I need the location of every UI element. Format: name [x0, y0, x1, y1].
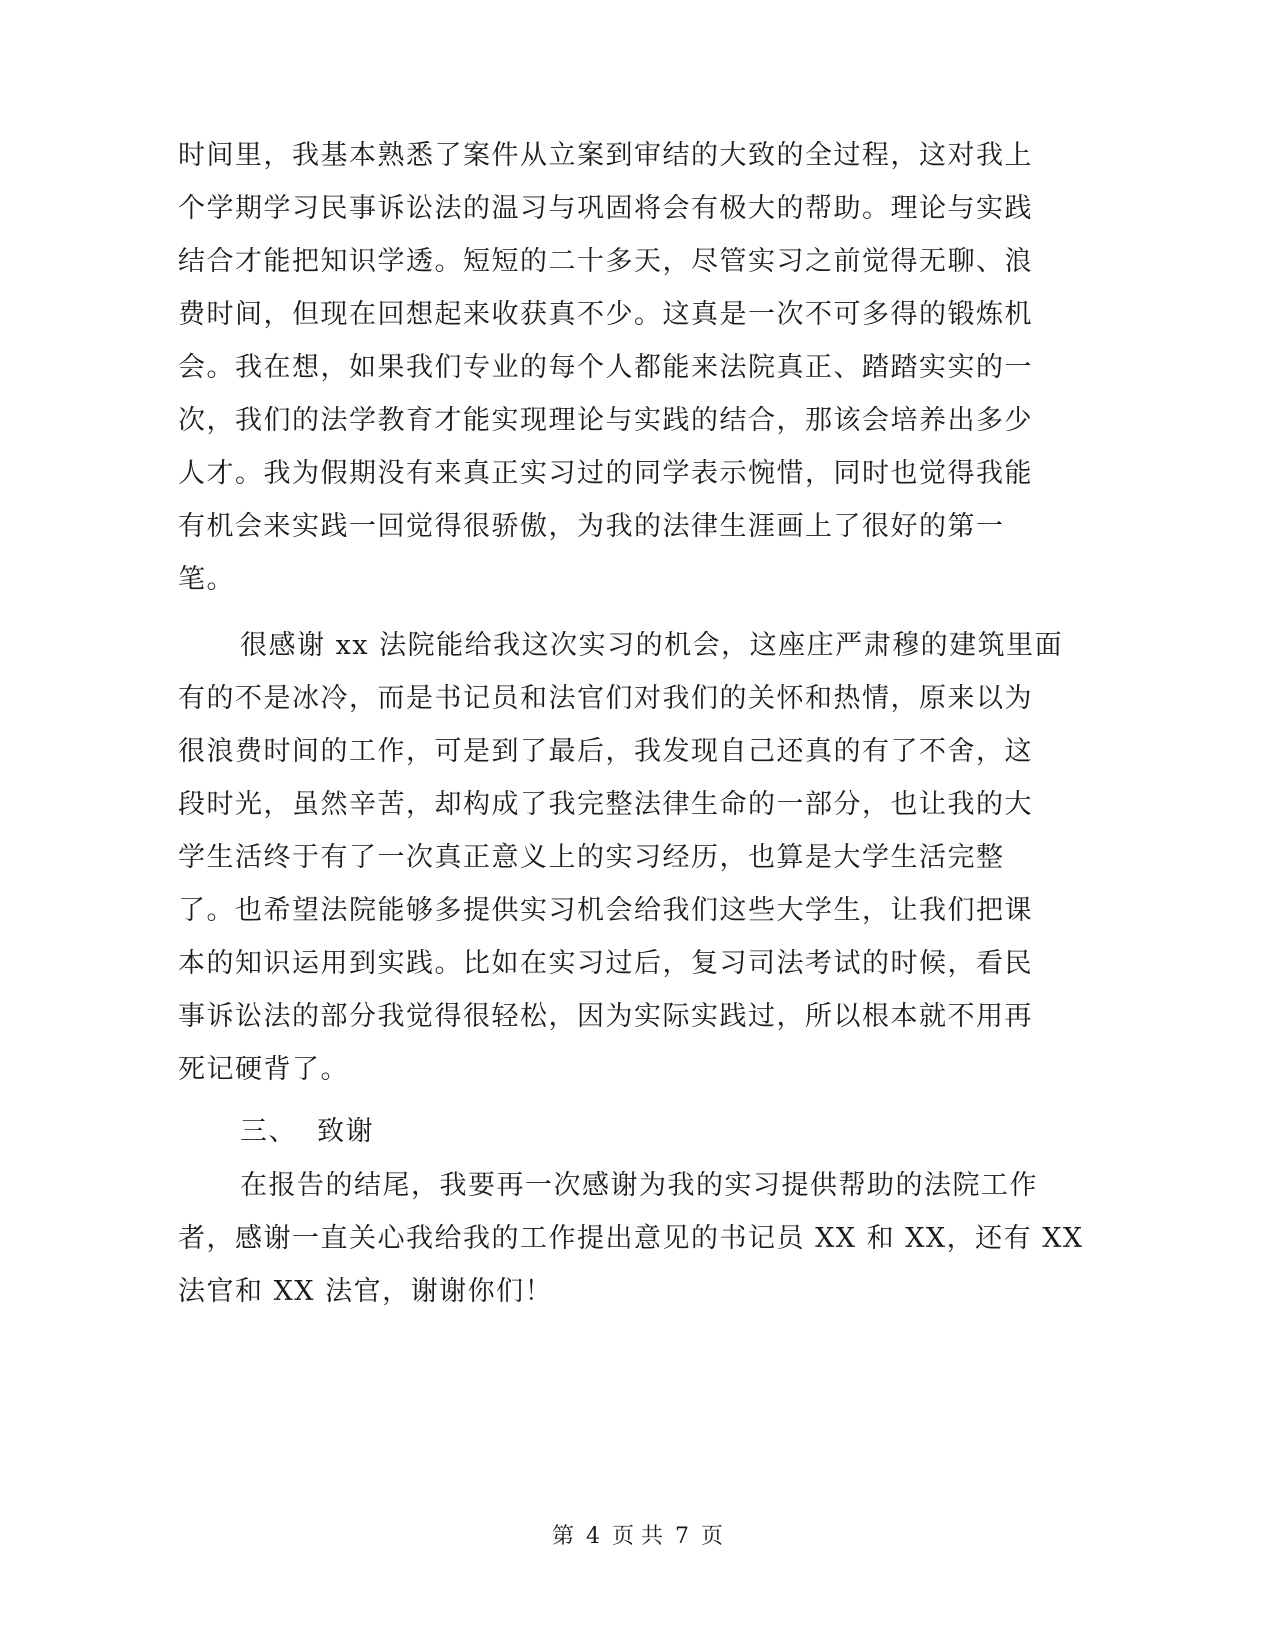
- text-line: 人才。我为假期没有来真正实习过的同学表示惋惜，同时也觉得我能: [178, 458, 1033, 489]
- footer-total-pages: 7: [675, 1524, 689, 1549]
- text-line: 学生活终于有了一次真正意义上的实习经历，也算是大学生活完整: [178, 842, 1005, 873]
- text-line: 费时间，但现在回想起来收获真不少。这真是一次不可多得的锻炼机: [178, 299, 1033, 330]
- section-heading: 三、 致谢: [240, 1116, 375, 1147]
- text-line: 会。我在想，如果我们专业的每个人都能来法院真正、踏踏实实的一: [178, 352, 1033, 383]
- text-line: 法官和 XX 法官，谢谢你们！: [178, 1276, 554, 1307]
- text-line: 本的知识运用到实践。比如在实习过后，复习司法考试的时候，看民: [178, 948, 1033, 979]
- footer-prefix: 第: [551, 1524, 574, 1549]
- footer-suffix: 页: [701, 1524, 724, 1549]
- text-line: 死记硬背了。: [178, 1054, 349, 1085]
- text-line: 个学期学习民事诉讼法的温习与巩固将会有极大的帮助。理论与实践: [178, 193, 1033, 224]
- text-line: 有的不是冰冷，而是书记员和法官们对我们的关怀和热情，原来以为: [178, 683, 1033, 714]
- text-line: 笔。: [178, 564, 235, 595]
- text-line: 时间里，我基本熟悉了案件从立案到审结的大致的全过程，这对我上: [178, 140, 1033, 171]
- text-line: 事诉讼法的部分我觉得很轻松，因为实际实践过，所以根本就不用再: [178, 1001, 1033, 1032]
- text-line: 结合才能把知识学透。短短的二十多天，尽管实习之前觉得无聊、浪: [178, 246, 1033, 277]
- page-footer: [0, 1522, 1275, 1552]
- text-line: 了。也希望法院能够多提供实习机会给我们这些大学生，让我们把课: [178, 895, 1033, 926]
- text-line: 者，感谢一直关心我给我的工作提出意见的书记员 XX 和 XX，还有 XX: [178, 1223, 1084, 1254]
- text-line: 在报告的结尾，我要再一次感谢为我的实习提供帮助的法院工作: [240, 1170, 1038, 1201]
- text-line: 有机会来实践一回觉得很骄傲，为我的法律生涯画上了很好的第一: [178, 511, 1005, 542]
- footer-mid: 页 共: [612, 1524, 663, 1549]
- text-line: 次，我们的法学教育才能实现理论与实践的结合，那该会培养出多少: [178, 405, 1033, 436]
- text-line: 很浪费时间的工作，可是到了最后，我发现自己还真的有了不舍，这: [178, 736, 1033, 767]
- text-line: 很感谢 xx 法院能给我这次实习的机会，这座庄严肃穆的建筑里面: [240, 630, 1064, 661]
- text-line: 段时光，虽然辛苦，却构成了我完整法律生命的一部分，也让我的大: [178, 789, 1033, 820]
- footer-page-number: 4: [586, 1524, 600, 1549]
